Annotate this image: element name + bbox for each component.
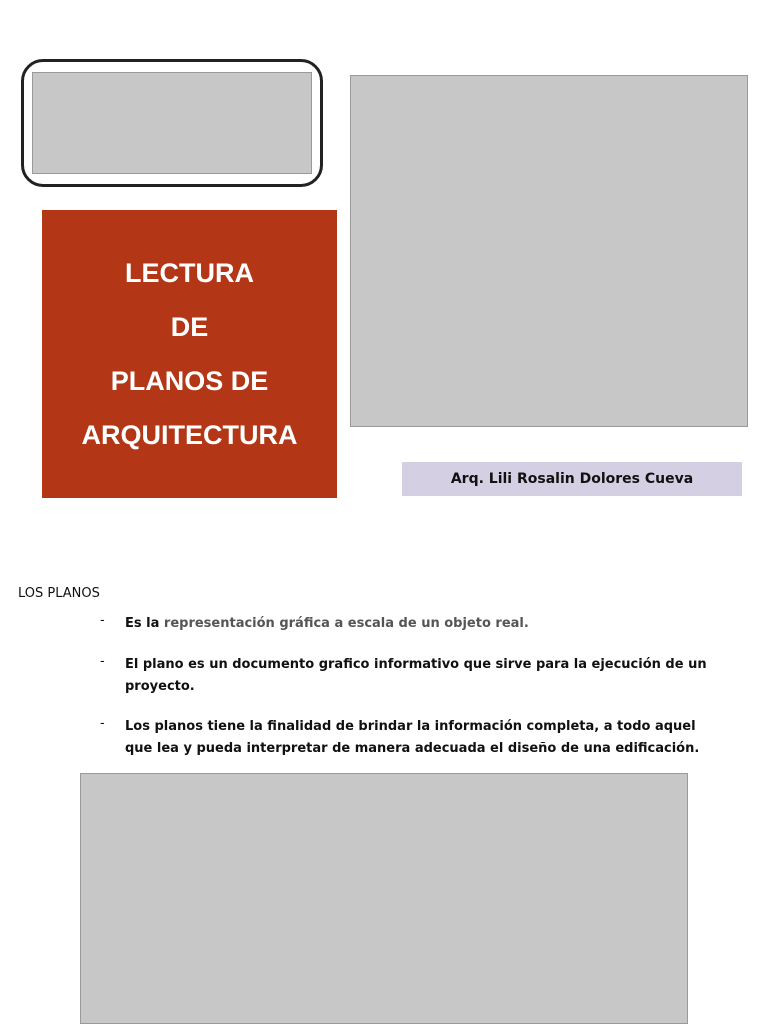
bullet-1-highlight: representación gráfica a escala de un objeto real.	[163, 616, 529, 631]
bullet-text-1	[125, 613, 725, 635]
title-line-1: LECTURA	[125, 258, 254, 288]
bullet-dash: -	[100, 613, 105, 628]
title-block	[42, 210, 337, 498]
sencico-logo	[21, 59, 323, 187]
floorplan-top-image	[350, 75, 748, 427]
floorplan-bottom-image	[80, 773, 688, 1024]
bullet-dash: -	[100, 654, 105, 669]
bullet-text-3: Los planos tiene la finalidad de brindar la información completa, a todo aquel que lea y pueda interpretar de manera adecuada el diseño de una edificación.	[125, 719, 700, 756]
author-banner	[402, 462, 742, 496]
title-line-3: PLANOS DE	[110, 366, 269, 396]
logo-image	[32, 72, 312, 174]
bullet-1-prefix: Es la	[125, 616, 164, 631]
bullet-text-2: El plano es un documento grafico informativo que sirve para la ejecución de un proyecto.	[125, 657, 707, 694]
author-name: Arq. Lili Rosalin Dolores Cueva	[450, 471, 694, 487]
section-heading: LOS PLANOS	[18, 586, 100, 601]
bullet-dash: -	[100, 716, 105, 731]
title-line-4: ARQUITECTURA	[81, 420, 298, 450]
title-line-2: DE	[170, 312, 209, 342]
